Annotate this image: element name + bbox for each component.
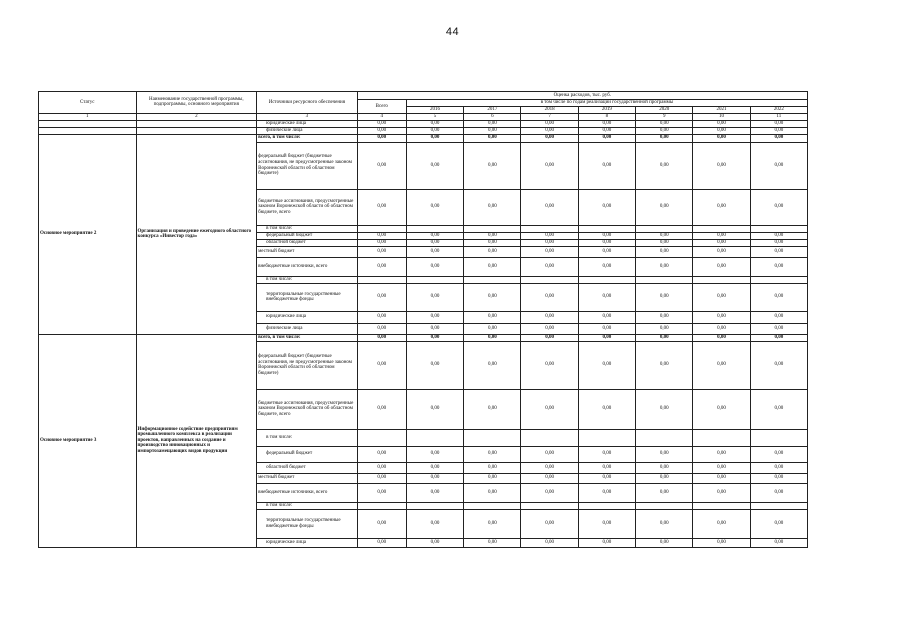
value-cell: 0,00 (750, 509, 807, 538)
value-cell: 0,00 (521, 446, 578, 462)
value-cell: 0,00 (750, 334, 807, 341)
value-cell: 0,00 (578, 120, 635, 127)
source-cell: бюджетные ассигнования, предусмотренные законом Воронежской области об областном бюджете, всего (257, 189, 358, 225)
value-cell (636, 225, 693, 232)
value-cell: 0,00 (357, 389, 406, 429)
value-cell: 0,00 (693, 462, 750, 473)
value-cell: 0,00 (464, 134, 521, 142)
value-cell: 0,00 (464, 323, 521, 334)
name-cell (136, 120, 257, 127)
value-cell (636, 276, 693, 283)
source-cell: областной бюджет (257, 239, 358, 246)
value-cell: 0,00 (464, 334, 521, 341)
value-cell: 0,00 (693, 341, 750, 389)
value-cell (521, 225, 578, 232)
table-row (39, 134, 808, 142)
column-number: 11 (750, 113, 807, 120)
name-cell: Организация и проведение ежегодного областного конкурса «Инвестор года» (136, 134, 257, 334)
value-cell: 0,00 (750, 239, 807, 246)
value-cell: 0,00 (636, 134, 693, 142)
value-cell: 0,00 (693, 189, 750, 225)
header-year: 2019 (578, 106, 635, 113)
table-header (39, 92, 808, 121)
value-cell: 0,00 (464, 509, 521, 538)
value-cell: 0,00 (578, 538, 635, 547)
value-cell (693, 225, 750, 232)
source-cell: внебюджетные источники, всего (257, 257, 358, 276)
value-cell: 0,00 (750, 323, 807, 334)
value-cell: 0,00 (750, 473, 807, 483)
value-cell: 0,00 (464, 483, 521, 502)
table-body (39, 120, 808, 547)
value-cell: 0,00 (636, 483, 693, 502)
value-cell: 0,00 (693, 323, 750, 334)
value-cell: 0,00 (578, 189, 635, 225)
value-cell: 0,00 (464, 389, 521, 429)
value-cell: 0,00 (406, 134, 463, 142)
table-row (39, 127, 808, 134)
header-name: Наименование государственной программы, подпрограммы, основного мероприятия (136, 92, 257, 114)
value-cell: 0,00 (693, 239, 750, 246)
value-cell: 0,00 (521, 334, 578, 341)
source-cell: территориальные государственные внебюджетные фонды (257, 283, 358, 311)
name-cell (136, 127, 257, 134)
value-cell (357, 429, 406, 446)
value-cell: 0,00 (406, 189, 463, 225)
value-cell: 0,00 (406, 389, 463, 429)
value-cell: 0,00 (406, 283, 463, 311)
value-cell (578, 225, 635, 232)
value-cell: 0,00 (357, 323, 406, 334)
value-cell (406, 276, 463, 283)
value-cell: 0,00 (578, 134, 635, 142)
value-cell: 0,00 (357, 134, 406, 142)
value-cell: 0,00 (464, 538, 521, 547)
value-cell: 0,00 (636, 323, 693, 334)
value-cell: 0,00 (578, 446, 635, 462)
value-cell: 0,00 (578, 232, 635, 239)
source-cell: внебюджетные источники, всего (257, 483, 358, 502)
status-cell (39, 127, 137, 134)
value-cell: 0,00 (406, 509, 463, 538)
value-cell (464, 502, 521, 509)
value-cell: 0,00 (521, 462, 578, 473)
source-cell: в том числе: (257, 225, 358, 232)
value-cell: 0,00 (636, 462, 693, 473)
value-cell: 0,00 (406, 239, 463, 246)
value-cell: 0,00 (693, 473, 750, 483)
value-cell: 0,00 (357, 334, 406, 341)
value-cell (357, 225, 406, 232)
budget-table (38, 91, 808, 548)
header-year: 2016 (406, 106, 463, 113)
value-cell: 0,00 (357, 446, 406, 462)
header-status: Статус (39, 92, 137, 114)
source-cell: бюджетные ассигнования, предусмотренные законом Воронежской области об областном бюджете, всего (257, 389, 358, 429)
column-number: 10 (693, 113, 750, 120)
value-cell (357, 502, 406, 509)
header-estimate: Оценка расходов, тыс. руб. (357, 92, 807, 100)
value-cell: 0,00 (406, 538, 463, 547)
value-cell: 0,00 (406, 142, 463, 189)
header-year: 2017 (464, 106, 521, 113)
source-cell: областной бюджет (257, 462, 358, 473)
value-cell: 0,00 (464, 341, 521, 389)
value-cell: 0,00 (750, 283, 807, 311)
value-cell: 0,00 (406, 120, 463, 127)
value-cell: 0,00 (750, 483, 807, 502)
column-number: 7 (521, 113, 578, 120)
value-cell (636, 429, 693, 446)
value-cell (357, 276, 406, 283)
value-cell: 0,00 (693, 127, 750, 134)
value-cell: 0,00 (636, 283, 693, 311)
value-cell: 0,00 (693, 334, 750, 341)
table-row (39, 334, 808, 341)
value-cell: 0,00 (636, 473, 693, 483)
value-cell: 0,00 (521, 509, 578, 538)
table-row (39, 120, 808, 127)
value-cell: 0,00 (464, 189, 521, 225)
value-cell: 0,00 (406, 311, 463, 323)
value-cell: 0,00 (357, 311, 406, 323)
value-cell: 0,00 (357, 509, 406, 538)
value-cell: 0,00 (750, 232, 807, 239)
column-number: 9 (636, 113, 693, 120)
value-cell (750, 276, 807, 283)
value-cell: 0,00 (406, 232, 463, 239)
value-cell: 0,00 (464, 462, 521, 473)
value-cell: 0,00 (693, 246, 750, 257)
value-cell: 0,00 (578, 462, 635, 473)
value-cell (406, 429, 463, 446)
value-cell: 0,00 (636, 232, 693, 239)
value-cell: 0,00 (521, 127, 578, 134)
status-cell: Основное мероприятие 3 (39, 334, 137, 547)
value-cell: 0,00 (357, 283, 406, 311)
value-cell: 0,00 (406, 473, 463, 483)
value-cell: 0,00 (521, 257, 578, 276)
value-cell (750, 502, 807, 509)
value-cell: 0,00 (521, 120, 578, 127)
value-cell: 0,00 (578, 239, 635, 246)
value-cell: 0,00 (693, 389, 750, 429)
value-cell (406, 225, 463, 232)
value-cell: 0,00 (357, 341, 406, 389)
value-cell: 0,00 (521, 134, 578, 142)
value-cell (750, 429, 807, 446)
value-cell: 0,00 (464, 283, 521, 311)
value-cell: 0,00 (521, 389, 578, 429)
name-cell: Информационное содействие предприятиям промышленного комплекса в реализации проектов, направленных на создание и производство инновационных и импортозамещающих видов продукции (136, 334, 257, 547)
value-cell: 0,00 (521, 142, 578, 189)
value-cell (693, 429, 750, 446)
value-cell: 0,00 (521, 473, 578, 483)
page-number: 44 (445, 26, 460, 38)
value-cell (406, 502, 463, 509)
value-cell: 0,00 (464, 120, 521, 127)
value-cell: 0,00 (693, 142, 750, 189)
value-cell: 0,00 (406, 341, 463, 389)
value-cell (521, 502, 578, 509)
source-cell: юридические лица (257, 538, 358, 547)
source-cell: федеральный бюджет (бюджетные ассигнования, не предусмотренные законом Воронежской области об областном бюджете) (257, 341, 358, 389)
source-cell: в том числе: (257, 429, 358, 446)
value-cell: 0,00 (521, 538, 578, 547)
value-cell: 0,00 (357, 257, 406, 276)
value-cell: 0,00 (521, 311, 578, 323)
value-cell (578, 276, 635, 283)
value-cell: 0,00 (357, 473, 406, 483)
status-cell: Основное мероприятие 2 (39, 134, 137, 334)
value-cell: 0,00 (693, 509, 750, 538)
column-number: 1 (39, 113, 137, 120)
value-cell: 0,00 (636, 446, 693, 462)
value-cell: 0,00 (464, 257, 521, 276)
value-cell: 0,00 (636, 127, 693, 134)
value-cell (750, 225, 807, 232)
source-cell: в том числе: (257, 502, 358, 509)
value-cell: 0,00 (357, 239, 406, 246)
source-cell: федеральный бюджет (257, 232, 358, 239)
header-year: 2022 (750, 106, 807, 113)
value-cell: 0,00 (750, 311, 807, 323)
value-cell: 0,00 (636, 120, 693, 127)
value-cell: 0,00 (750, 341, 807, 389)
value-cell: 0,00 (357, 142, 406, 189)
value-cell: 0,00 (578, 334, 635, 341)
value-cell: 0,00 (578, 127, 635, 134)
value-cell: 0,00 (636, 538, 693, 547)
value-cell: 0,00 (521, 239, 578, 246)
value-cell: 0,00 (406, 127, 463, 134)
value-cell: 0,00 (750, 127, 807, 134)
column-number: 5 (406, 113, 463, 120)
value-cell (464, 276, 521, 283)
value-cell: 0,00 (464, 311, 521, 323)
source-cell: федеральный бюджет (бюджетные ассигнования, не предусмотренные законом Воронежской области об областном бюджете) (257, 142, 358, 189)
value-cell: 0,00 (406, 323, 463, 334)
value-cell (636, 502, 693, 509)
source-cell: физические лица (257, 127, 358, 134)
value-cell: 0,00 (357, 120, 406, 127)
source-cell: местный бюджет (257, 473, 358, 483)
value-cell: 0,00 (693, 311, 750, 323)
header-total: Всего (357, 100, 406, 114)
value-cell: 0,00 (636, 311, 693, 323)
value-cell: 0,00 (521, 483, 578, 502)
value-cell: 0,00 (464, 246, 521, 257)
value-cell: 0,00 (636, 341, 693, 389)
value-cell: 0,00 (578, 509, 635, 538)
value-cell: 0,00 (464, 446, 521, 462)
value-cell: 0,00 (750, 120, 807, 127)
value-cell: 0,00 (406, 257, 463, 276)
value-cell: 0,00 (464, 473, 521, 483)
value-cell: 0,00 (406, 334, 463, 341)
value-cell: 0,00 (636, 246, 693, 257)
column-number: 4 (357, 113, 406, 120)
value-cell: 0,00 (693, 120, 750, 127)
header-by-years: в том числе по годам реализации государственной программы (406, 100, 807, 107)
value-cell: 0,00 (693, 232, 750, 239)
column-number: 8 (578, 113, 635, 120)
value-cell (693, 502, 750, 509)
value-cell: 0,00 (578, 473, 635, 483)
value-cell (521, 276, 578, 283)
value-cell: 0,00 (693, 483, 750, 502)
value-cell: 0,00 (464, 127, 521, 134)
value-cell: 0,00 (636, 334, 693, 341)
value-cell: 0,00 (636, 239, 693, 246)
value-cell (578, 429, 635, 446)
value-cell (464, 429, 521, 446)
value-cell: 0,00 (750, 538, 807, 547)
value-cell: 0,00 (636, 389, 693, 429)
value-cell: 0,00 (693, 283, 750, 311)
value-cell: 0,00 (357, 127, 406, 134)
value-cell: 0,00 (578, 142, 635, 189)
value-cell: 0,00 (464, 239, 521, 246)
column-number-row (39, 113, 808, 120)
column-number: 3 (257, 113, 358, 120)
value-cell: 0,00 (357, 232, 406, 239)
value-cell: 0,00 (636, 509, 693, 538)
value-cell: 0,00 (636, 189, 693, 225)
value-cell: 0,00 (521, 323, 578, 334)
value-cell: 0,00 (693, 446, 750, 462)
value-cell: 0,00 (521, 341, 578, 389)
source-cell: всего, в том числе: (257, 134, 358, 142)
value-cell: 0,00 (521, 246, 578, 257)
value-cell: 0,00 (750, 246, 807, 257)
value-cell: 0,00 (578, 389, 635, 429)
status-cell (39, 120, 137, 127)
header-year: 2020 (636, 106, 693, 113)
value-cell (693, 276, 750, 283)
source-cell: физические лица (257, 323, 358, 334)
value-cell: 0,00 (357, 462, 406, 473)
header-source: Источники ресурсного обеспечения (257, 92, 358, 114)
value-cell: 0,00 (464, 232, 521, 239)
value-cell: 0,00 (578, 483, 635, 502)
value-cell: 0,00 (406, 462, 463, 473)
value-cell: 0,00 (406, 483, 463, 502)
value-cell: 0,00 (521, 232, 578, 239)
source-cell: в том числе: (257, 276, 358, 283)
value-cell: 0,00 (578, 283, 635, 311)
value-cell: 0,00 (693, 538, 750, 547)
value-cell: 0,00 (750, 462, 807, 473)
value-cell: 0,00 (636, 142, 693, 189)
value-cell: 0,00 (357, 538, 406, 547)
value-cell: 0,00 (750, 134, 807, 142)
value-cell: 0,00 (357, 189, 406, 225)
value-cell: 0,00 (636, 257, 693, 276)
source-cell: юридические лица (257, 120, 358, 127)
header-year: 2018 (521, 106, 578, 113)
value-cell: 0,00 (357, 483, 406, 502)
value-cell: 0,00 (464, 142, 521, 189)
value-cell (521, 429, 578, 446)
value-cell: 0,00 (406, 246, 463, 257)
value-cell: 0,00 (578, 341, 635, 389)
value-cell: 0,00 (521, 283, 578, 311)
source-cell: федеральный бюджет (257, 446, 358, 462)
column-number: 2 (136, 113, 257, 120)
value-cell: 0,00 (406, 446, 463, 462)
value-cell: 0,00 (578, 323, 635, 334)
value-cell: 0,00 (693, 257, 750, 276)
value-cell: 0,00 (578, 257, 635, 276)
value-cell: 0,00 (750, 446, 807, 462)
value-cell (578, 502, 635, 509)
header-year: 2021 (693, 106, 750, 113)
source-cell: всего, в том числе: (257, 334, 358, 341)
value-cell: 0,00 (750, 257, 807, 276)
value-cell: 0,00 (750, 142, 807, 189)
source-cell: местный бюджет (257, 246, 358, 257)
value-cell: 0,00 (750, 189, 807, 225)
value-cell: 0,00 (578, 246, 635, 257)
column-number: 6 (464, 113, 521, 120)
value-cell: 0,00 (357, 246, 406, 257)
value-cell: 0,00 (693, 134, 750, 142)
value-cell: 0,00 (578, 311, 635, 323)
source-cell: юридические лица (257, 311, 358, 323)
value-cell: 0,00 (521, 189, 578, 225)
value-cell: 0,00 (750, 389, 807, 429)
source-cell: территориальные государственные внебюджетные фонды (257, 509, 358, 538)
value-cell (464, 225, 521, 232)
